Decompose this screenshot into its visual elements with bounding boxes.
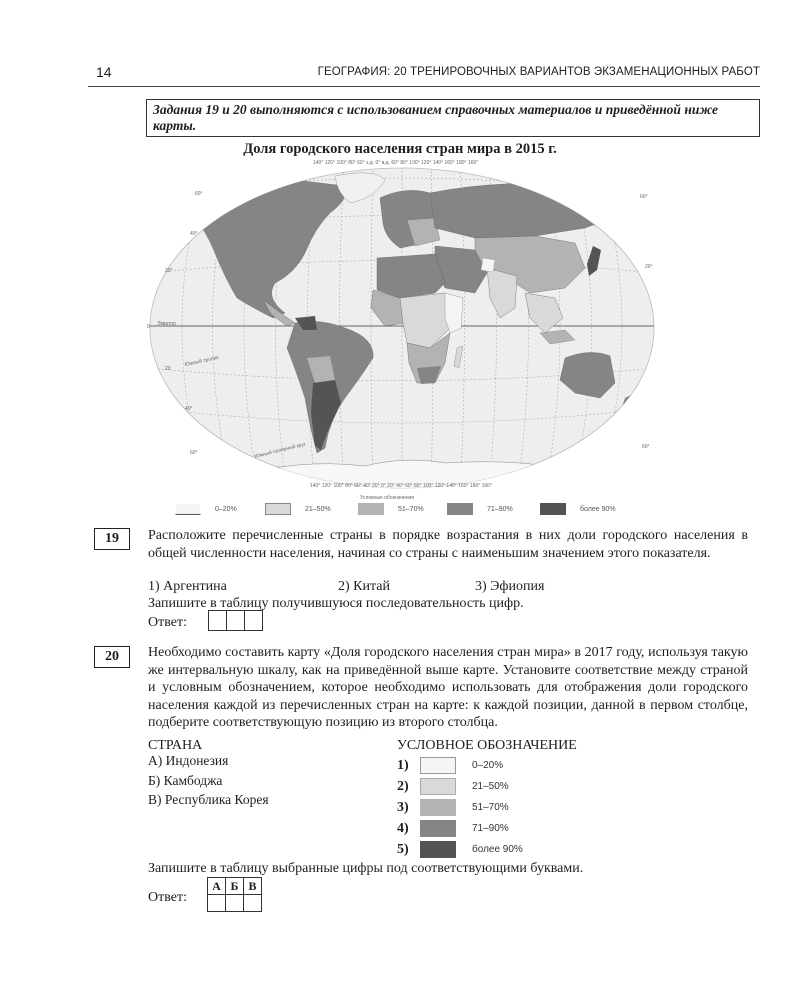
task-20-number: 20 [94, 646, 130, 668]
svg-text:60°: 60° [195, 191, 203, 197]
russia [430, 183, 635, 238]
legend-swatch [420, 757, 456, 774]
svg-text:40°: 40° [185, 406, 193, 412]
svg-text:60°: 60° [190, 450, 198, 456]
page-number: 14 [96, 64, 112, 80]
legend-item-51-70 [358, 502, 424, 516]
svg-text:20°: 20° [645, 264, 653, 270]
legend-swatch [175, 503, 201, 515]
country-b: Б) Камбоджа [148, 773, 223, 788]
country-a: А) Индонезия [148, 753, 229, 768]
task-20-instruction: Запишите в таблицу выбранные цифры под соответствующими буквами. [148, 861, 584, 876]
map-title: Доля городского населения стран мира в 2015 г. [243, 141, 557, 157]
svg-text:20: 20 [165, 366, 171, 372]
legend-swatch [540, 503, 566, 515]
legend-label: 21–50% [305, 505, 331, 513]
legend-label: 51–70% [398, 505, 424, 513]
answer-cell-3[interactable] [244, 610, 263, 631]
legend-swatch [420, 841, 456, 858]
legend-label: более 90% [580, 505, 616, 513]
task-19-option-3: 3) Эфиопия [475, 579, 545, 594]
svg-text:40°: 40° [190, 231, 198, 237]
legend-item-over-90 [540, 502, 616, 516]
instruction-box: Задания 19 и 20 выполняются с использованием справочных материалов и приведённой ниже карты. [146, 99, 760, 137]
answer-header-v: В [244, 878, 262, 895]
answer-header-a: А [208, 878, 226, 895]
column-header-legend: УСЛОВНОЕ ОБОЗНАЧЕНИЕ [397, 738, 577, 753]
answer-cell-1[interactable] [208, 610, 227, 631]
svg-text:0: 0 [147, 324, 150, 330]
legend-item-21-50 [265, 502, 331, 516]
svg-text:60°: 60° [640, 194, 648, 200]
task-19-number: 19 [94, 528, 130, 550]
task-19-answer-label: Ответ: [148, 615, 187, 630]
legend-label: 71–90% [487, 505, 513, 513]
task-19-instruction: Запишите в таблицу получившуюся последовательность цифр. [148, 596, 524, 611]
svg-text:140° 120° 100° 80° 60° з: 140° 120° 100° 80° 60° з.д. 0° в.д. 60° 80° 100° 120° 140° 160° 180° 160° [313, 160, 479, 166]
task-19-answer-cells [209, 610, 263, 631]
svg-text:20°: 20° [165, 268, 173, 274]
svg-text:140° 120° 100° 80° 60° 40: 140° 120° 100° 80° 60° 40° 20° 0° 20° 40° 60° 80° 100° 120° 140° 160° 180° 160° [310, 483, 492, 489]
legend-item-0-20 [175, 502, 237, 516]
task-19-option-1: 1) Аргентина [148, 579, 227, 594]
legend-option-5: 5) более 90% [397, 841, 523, 857]
legend-item-71-90 [447, 502, 513, 516]
afghanistan [481, 258, 495, 272]
legend-option-4: 4) 71–90% [397, 820, 509, 836]
svg-text:60°: 60° [642, 444, 650, 450]
task-19-text: Расположите перечисленные страны в порядке возрастания в них доли городского населения в общей численности населения, начиная со страны с наименьшим значением этого показателя. [148, 528, 748, 561]
task-20-text: Необходимо составить карту «Доля городского населения стран мира» в 2017 году, используя такую же интервальную шкалу, как на приведённой выше карте. Установите соответствие между страной и условным обозначением, которое необходимо использовать для отображения доли городского населения каждой из перечисленных стран на карте: к каждой позиции, данной в первом столбце, подберите соответствующую позицию из второго столбца. [148, 645, 748, 730]
legend-swatch [265, 503, 291, 515]
book-title: ГЕОГРАФИЯ: 20 ТРЕНИРОВОЧНЫХ ВАРИАНТОВ ЭКЗАМЕНАЦИОННЫХ РАБОТ [317, 66, 760, 78]
svg-text:Южный тропик: Южный тропик [184, 354, 220, 368]
svg-text:Экватор: Экватор [157, 321, 176, 327]
column-header-country: СТРАНА [148, 738, 203, 753]
world-map-svg [145, 158, 660, 503]
answer-cell-v[interactable] [244, 895, 262, 912]
legend-label: 0–20% [215, 505, 237, 513]
svg-text:Южный полярный круг: Южный полярный круг [254, 441, 307, 460]
legend-swatch [420, 820, 456, 837]
legend-option-1: 1) 0–20% [397, 757, 504, 773]
task-19-option-2: 2) Китай [338, 579, 390, 594]
legend-swatch [420, 799, 456, 816]
task-20-answer-label: Ответ: [148, 890, 187, 905]
legend-swatch [420, 778, 456, 795]
legend-option-2: 2) 21–50% [397, 778, 509, 794]
task-20-answer-table [207, 877, 262, 912]
svg-text:Условные обозначения: Условные обозначения [360, 495, 415, 501]
legend-swatch [358, 503, 384, 515]
answer-cell-2[interactable] [226, 610, 245, 631]
answer-header-b: Б [226, 878, 244, 895]
legend-swatch [447, 503, 473, 515]
answer-cell-a[interactable] [208, 895, 226, 912]
running-head [88, 64, 760, 87]
legend-option-3: 3) 51–70% [397, 799, 509, 815]
answer-cell-b[interactable] [226, 895, 244, 912]
world-map [145, 158, 660, 503]
map-legend [175, 502, 655, 516]
country-v: В) Республика Корея [148, 792, 269, 807]
north-africa [377, 254, 445, 298]
